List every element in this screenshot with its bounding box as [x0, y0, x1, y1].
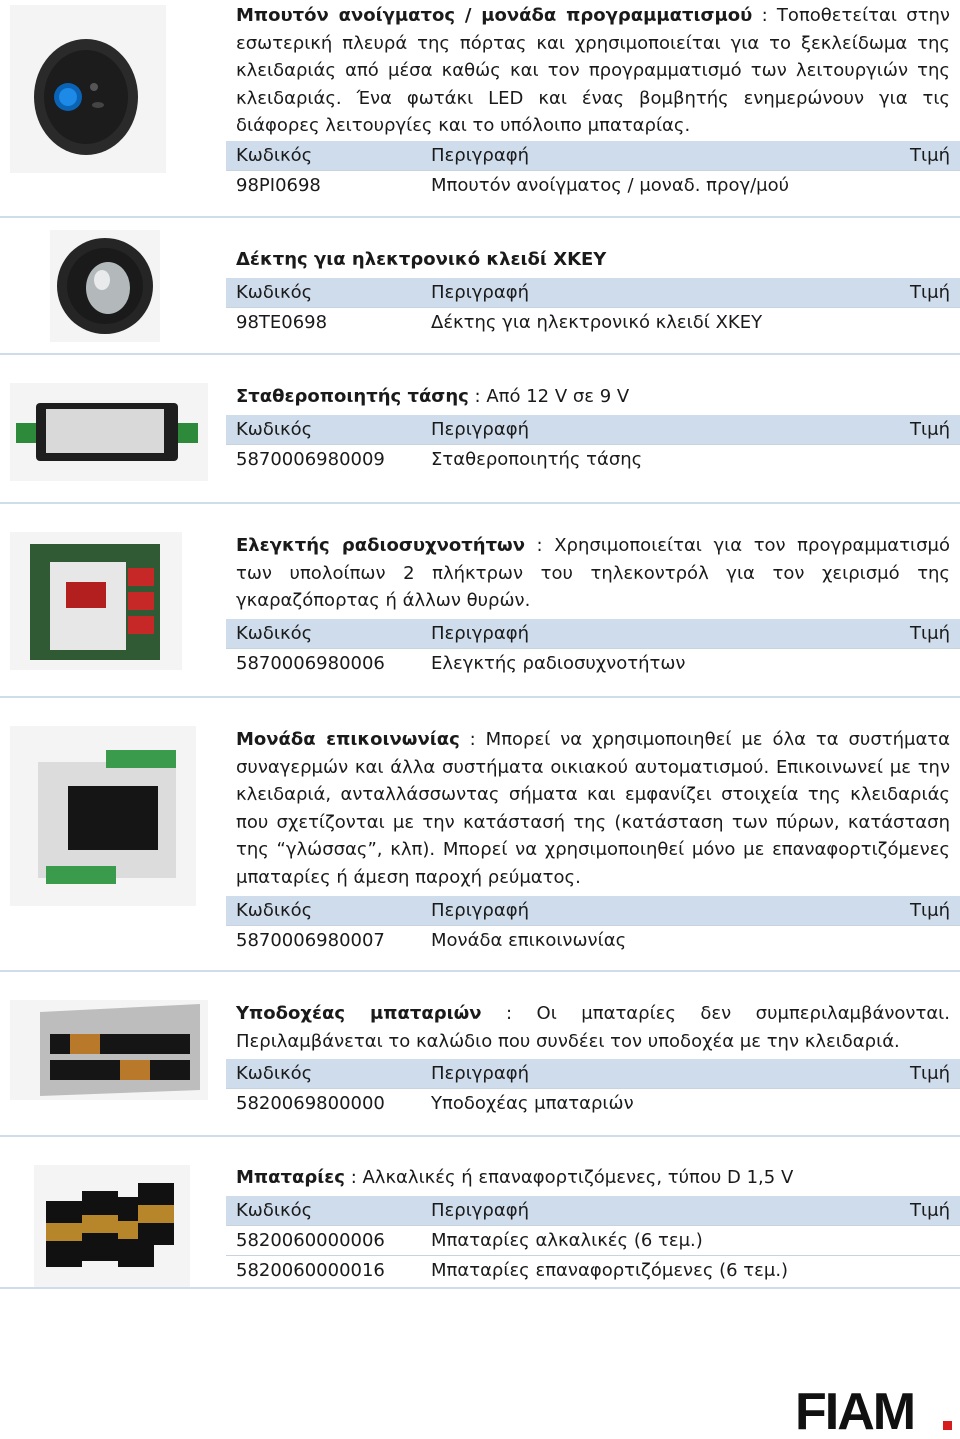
header-description: Περιγραφή	[431, 1063, 530, 1084]
section-5-text	[236, 726, 950, 891]
header-price: Τιμή	[910, 1063, 950, 1084]
header-code: Κωδικός	[236, 419, 313, 440]
section-title: Σταθεροποιητής τάσης	[236, 386, 469, 407]
row-description: Σταθεροποιητής τάσης	[431, 449, 643, 470]
row-code: 5870006980007	[236, 930, 385, 951]
row-code: 98PI0698	[236, 175, 321, 196]
product-image-voltage-stabilizer	[10, 383, 208, 481]
section-6-text	[236, 1000, 950, 1055]
header-description: Περιγραφή	[431, 900, 530, 921]
table-header	[226, 278, 960, 307]
header-code: Κωδικός	[236, 623, 313, 644]
section-title: Μπαταρίες	[236, 1167, 345, 1188]
table-row	[226, 1225, 960, 1255]
header-description: Περιγραφή	[431, 1200, 530, 1221]
table-row	[226, 307, 960, 337]
product-image-batteries	[34, 1165, 190, 1287]
svg-text:FIAM: FIAM	[795, 1385, 915, 1435]
table-header	[226, 1059, 960, 1088]
section-3-text	[236, 383, 950, 411]
row-description: Ελεγκτής ραδιοσυχνοτήτων	[431, 653, 686, 674]
header-code: Κωδικός	[236, 282, 313, 303]
section-title: Ελεγκτής ραδιοσυχνοτήτων	[236, 535, 525, 556]
section-divider	[0, 216, 960, 218]
table-row	[226, 444, 960, 474]
product-image-communication-unit	[10, 726, 196, 906]
header-code: Κωδικός	[236, 900, 313, 921]
header-description: Περιγραφή	[431, 623, 530, 644]
row-code: 5820069800000	[236, 1093, 385, 1114]
row-code: 5820060000006	[236, 1230, 385, 1251]
section-divider	[0, 696, 960, 698]
section-4-table	[226, 619, 960, 678]
section-title: Μονάδα επικοινωνίας	[236, 729, 460, 750]
section-description: : Αλκαλικές ή επαναφορτιζόμενες, τύπου D 1,5 V	[344, 1167, 794, 1188]
row-description: Μπουτόν ανοίγματος / μοναδ. προγ/μού	[431, 175, 790, 196]
header-code: Κωδικός	[236, 1063, 313, 1084]
header-price: Τιμή	[910, 1200, 950, 1221]
header-price: Τιμή	[910, 900, 950, 921]
section-title: Δέκτης για ηλεκτρονικό κλειδί XKEY	[236, 249, 607, 270]
header-description: Περιγραφή	[431, 419, 530, 440]
section-description: : Από 12 V σε 9 V	[468, 386, 630, 407]
product-image-xkey-receiver	[50, 230, 160, 342]
section-divider	[0, 1135, 960, 1137]
header-description: Περιγραφή	[431, 282, 530, 303]
row-description: Δέκτης για ηλεκτρονικό κλειδί XKEY	[431, 312, 763, 333]
section-7-text	[236, 1164, 950, 1192]
section-7-table	[226, 1196, 960, 1285]
row-description: Υποδοχέας μπαταριών	[431, 1093, 634, 1114]
table-header	[226, 896, 960, 925]
section-2-text	[236, 246, 950, 274]
table-row	[226, 925, 960, 955]
row-code: 98TE0698	[236, 312, 328, 333]
section-5-table	[226, 896, 960, 955]
section-2-table	[226, 278, 960, 337]
product-image-opening-button	[10, 5, 166, 173]
table-row	[226, 648, 960, 678]
fiam-logo	[795, 1385, 955, 1435]
row-description: Μπαταρίες επαναφορτιζόμενες (6 τεμ.)	[431, 1260, 789, 1281]
table-row	[226, 170, 960, 200]
header-price: Τιμή	[910, 282, 950, 303]
section-4-text	[236, 532, 950, 615]
header-code: Κωδικός	[236, 145, 313, 166]
header-price: Τιμή	[910, 623, 950, 644]
table-header	[226, 141, 960, 170]
section-title: Μπουτόν ανοίγματος / μονάδα προγραμματισμού	[236, 5, 753, 26]
row-description: Μονάδα επικοινωνίας	[431, 930, 627, 951]
header-description: Περιγραφή	[431, 145, 530, 166]
header-price: Τιμή	[910, 145, 950, 166]
section-divider	[0, 502, 960, 504]
section-3-table	[226, 415, 960, 474]
section-1-table	[226, 141, 960, 200]
table-header	[226, 619, 960, 648]
section-description: : Τοποθετείται στην εσωτερική πλευρά της πόρτας και χρησιμοποιείται για το ξεκλείδωμα της κλειδαριάς από μέσα καθώς και τον προγραμματισμό των λειτουργιών της κλειδαριάς. Ένα φωτάκι LED και ένας βομβητής ενημερώνουν για τις διάφορες λειτουργίες και το υπόλοιπο μπαταρίας.	[236, 5, 950, 136]
table-row	[226, 1088, 960, 1118]
table-header	[226, 1196, 960, 1225]
section-description: : Χρησιμοποιείται για τον προγραμματισμό των υπολοίπων 2 πλήκτρων του τηλεκοντρόλ για τον χειρισμό της γκαραζόπορτας ή άλλων θυρών.	[236, 535, 950, 611]
row-code: 5870006980009	[236, 449, 385, 470]
row-description: Μπαταρίες αλκαλικές (6 τεμ.)	[431, 1230, 703, 1251]
section-description: : Μπορεί να χρησιμοποιηθεί με όλα τα συστήματα συναγερμών και άλλα συστήματα οικιακού αυτοματισμού. Επικοινωνεί με την κλειδαριά, ανταλλάσσωντας σήματα και εμφανίζει στοιχεία της κλειδαριάς που σχετίζονται με την κατάστασή της (κατάσταση των πύρων, κατάσταση της “γλώσσας”, κλπ). Μπορεί να χρησιμοποιηθεί μόνο με επαναφορτιζόμενες μπαταρίες ή άμεση παροχή ρεύματος.	[236, 729, 951, 888]
table-row	[226, 1255, 960, 1285]
table-header	[226, 415, 960, 444]
product-image-battery-holder	[10, 1000, 208, 1100]
section-divider	[0, 1287, 960, 1289]
row-code: 5820060000016	[236, 1260, 385, 1281]
section-description: : Οι μπαταρίες δεν συμπεριλαμβάνονται. Περιλαμβάνεται το καλώδιο που συνδέει τον υποδοχέα με την κλειδαριά.	[236, 1003, 950, 1052]
section-title: Υποδοχέας μπαταριών	[236, 1003, 482, 1024]
section-6-table	[226, 1059, 960, 1118]
product-image-rf-controller	[10, 532, 182, 670]
row-code: 5870006980006	[236, 653, 385, 674]
section-divider	[0, 353, 960, 355]
section-divider	[0, 970, 960, 972]
header-price: Τιμή	[910, 419, 950, 440]
section-1-text	[236, 2, 950, 140]
header-code: Κωδικός	[236, 1200, 313, 1221]
